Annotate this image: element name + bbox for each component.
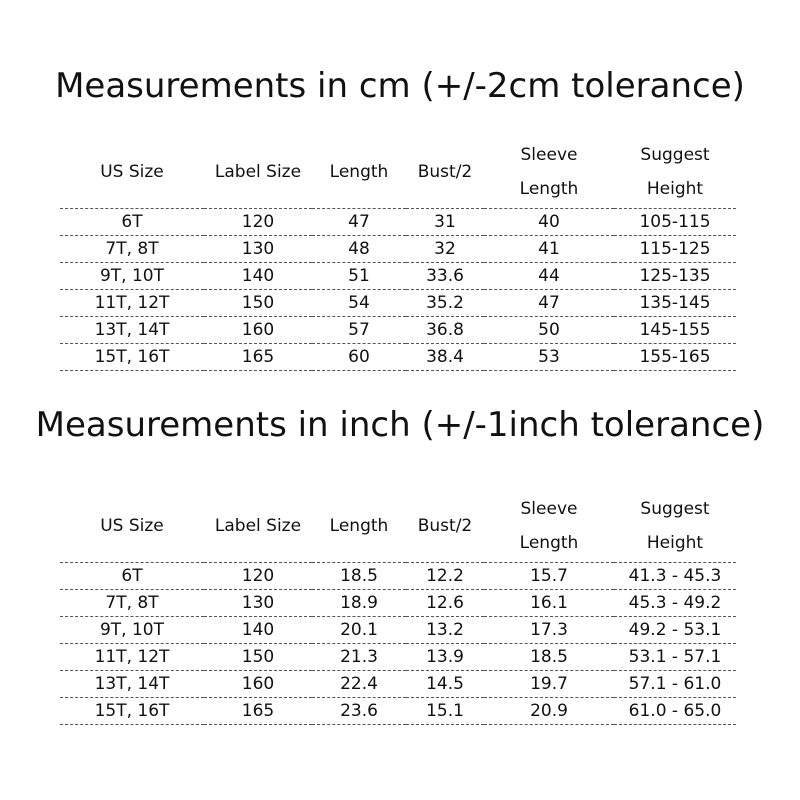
inch-header-row bbox=[60, 490, 736, 563]
cell-suggest-height: 145-155 bbox=[614, 317, 736, 344]
table-row bbox=[60, 671, 736, 698]
table-row bbox=[60, 590, 736, 617]
cell-suggest-height: 115-125 bbox=[614, 236, 736, 263]
cell-us-size: 7T, 8T bbox=[60, 590, 204, 617]
cm-size-table bbox=[60, 136, 736, 371]
cell-suggest-height: 125-135 bbox=[614, 263, 736, 290]
cell-sleeve-length: 17.3 bbox=[484, 617, 614, 644]
cell-bust: 38.4 bbox=[406, 344, 484, 371]
cell-length: 48 bbox=[312, 236, 406, 263]
table-row bbox=[60, 263, 736, 290]
cell-sleeve-length: 19.7 bbox=[484, 671, 614, 698]
table-row bbox=[60, 563, 736, 590]
cell-us-size: 15T, 16T bbox=[60, 344, 204, 371]
cell-label-size: 130 bbox=[204, 236, 312, 263]
cell-sleeve-length: 50 bbox=[484, 317, 614, 344]
table-row bbox=[60, 236, 736, 263]
cell-length: 21.3 bbox=[312, 644, 406, 671]
cell-us-size: 6T bbox=[60, 563, 204, 590]
table-row bbox=[60, 344, 736, 371]
cell-label-size: 120 bbox=[204, 209, 312, 236]
inch-header-us-size: US Size bbox=[60, 490, 204, 563]
cell-suggest-height: 53.1 - 57.1 bbox=[614, 644, 736, 671]
inch-header-length: Length bbox=[312, 490, 406, 563]
cell-label-size: 120 bbox=[204, 563, 312, 590]
cell-length: 60 bbox=[312, 344, 406, 371]
cell-sleeve-length: 40 bbox=[484, 209, 614, 236]
cell-label-size: 165 bbox=[204, 698, 312, 725]
cell-sleeve-length: 16.1 bbox=[484, 590, 614, 617]
table-row bbox=[60, 290, 736, 317]
cm-header-label-size: Label Size bbox=[204, 136, 312, 209]
cell-suggest-height: 45.3 - 49.2 bbox=[614, 590, 736, 617]
table-row bbox=[60, 209, 736, 236]
cell-sleeve-length: 15.7 bbox=[484, 563, 614, 590]
cell-us-size: 11T, 12T bbox=[60, 644, 204, 671]
cell-sleeve-length: 53 bbox=[484, 344, 614, 371]
cell-us-size: 9T, 10T bbox=[60, 617, 204, 644]
cell-length: 18.9 bbox=[312, 590, 406, 617]
cm-header-bust: Bust/2 bbox=[406, 136, 484, 209]
cell-us-size: 9T, 10T bbox=[60, 263, 204, 290]
cell-us-size: 6T bbox=[60, 209, 204, 236]
cell-length: 22.4 bbox=[312, 671, 406, 698]
cell-suggest-height: 49.2 - 53.1 bbox=[614, 617, 736, 644]
cm-header-us-size: US Size bbox=[60, 136, 204, 209]
cell-bust: 31 bbox=[406, 209, 484, 236]
cell-label-size: 160 bbox=[204, 671, 312, 698]
cell-label-size: 150 bbox=[204, 644, 312, 671]
cell-label-size: 165 bbox=[204, 344, 312, 371]
cm-section-title: Measurements in cm (+/-2cm tolerance) bbox=[55, 66, 745, 106]
cell-label-size: 140 bbox=[204, 617, 312, 644]
cell-length: 20.1 bbox=[312, 617, 406, 644]
cell-us-size: 11T, 12T bbox=[60, 290, 204, 317]
table-row bbox=[60, 317, 736, 344]
cell-bust: 32 bbox=[406, 236, 484, 263]
cell-bust: 35.2 bbox=[406, 290, 484, 317]
cm-header-suggest-height: Suggest Height bbox=[614, 136, 736, 209]
cell-sleeve-length: 18.5 bbox=[484, 644, 614, 671]
cell-sleeve-length: 41 bbox=[484, 236, 614, 263]
cell-bust: 36.8 bbox=[406, 317, 484, 344]
cell-suggest-height: 105-115 bbox=[614, 209, 736, 236]
inch-header-suggest-height: Suggest Height bbox=[614, 490, 736, 563]
cell-label-size: 160 bbox=[204, 317, 312, 344]
table-row bbox=[60, 617, 736, 644]
table-row bbox=[60, 644, 736, 671]
cell-bust: 13.9 bbox=[406, 644, 484, 671]
cell-length: 23.6 bbox=[312, 698, 406, 725]
table-row bbox=[60, 698, 736, 725]
cell-bust: 14.5 bbox=[406, 671, 484, 698]
cell-bust: 12.2 bbox=[406, 563, 484, 590]
cell-length: 51 bbox=[312, 263, 406, 290]
cell-label-size: 140 bbox=[204, 263, 312, 290]
inch-size-table bbox=[60, 490, 736, 725]
cell-us-size: 15T, 16T bbox=[60, 698, 204, 725]
cell-suggest-height: 61.0 - 65.0 bbox=[614, 698, 736, 725]
cell-bust: 33.6 bbox=[406, 263, 484, 290]
cell-length: 18.5 bbox=[312, 563, 406, 590]
cell-sleeve-length: 47 bbox=[484, 290, 614, 317]
cm-header-row bbox=[60, 136, 736, 209]
cell-bust: 15.1 bbox=[406, 698, 484, 725]
cell-length: 47 bbox=[312, 209, 406, 236]
cell-us-size: 13T, 14T bbox=[60, 317, 204, 344]
cell-sleeve-length: 20.9 bbox=[484, 698, 614, 725]
inch-header-sleeve-length: Sleeve Length bbox=[484, 490, 614, 563]
cell-length: 54 bbox=[312, 290, 406, 317]
cell-suggest-height: 135-145 bbox=[614, 290, 736, 317]
cell-length: 57 bbox=[312, 317, 406, 344]
cell-label-size: 130 bbox=[204, 590, 312, 617]
cell-suggest-height: 41.3 - 45.3 bbox=[614, 563, 736, 590]
inch-header-label-size: Label Size bbox=[204, 490, 312, 563]
inch-header-bust: Bust/2 bbox=[406, 490, 484, 563]
cell-sleeve-length: 44 bbox=[484, 263, 614, 290]
inch-section-title: Measurements in inch (+/-1inch tolerance) bbox=[35, 405, 765, 445]
cell-us-size: 7T, 8T bbox=[60, 236, 204, 263]
cell-bust: 13.2 bbox=[406, 617, 484, 644]
cell-label-size: 150 bbox=[204, 290, 312, 317]
cell-suggest-height: 57.1 - 61.0 bbox=[614, 671, 736, 698]
cm-header-sleeve-length: Sleeve Length bbox=[484, 136, 614, 209]
cell-bust: 12.6 bbox=[406, 590, 484, 617]
cm-header-length: Length bbox=[312, 136, 406, 209]
cell-us-size: 13T, 14T bbox=[60, 671, 204, 698]
cell-suggest-height: 155-165 bbox=[614, 344, 736, 371]
